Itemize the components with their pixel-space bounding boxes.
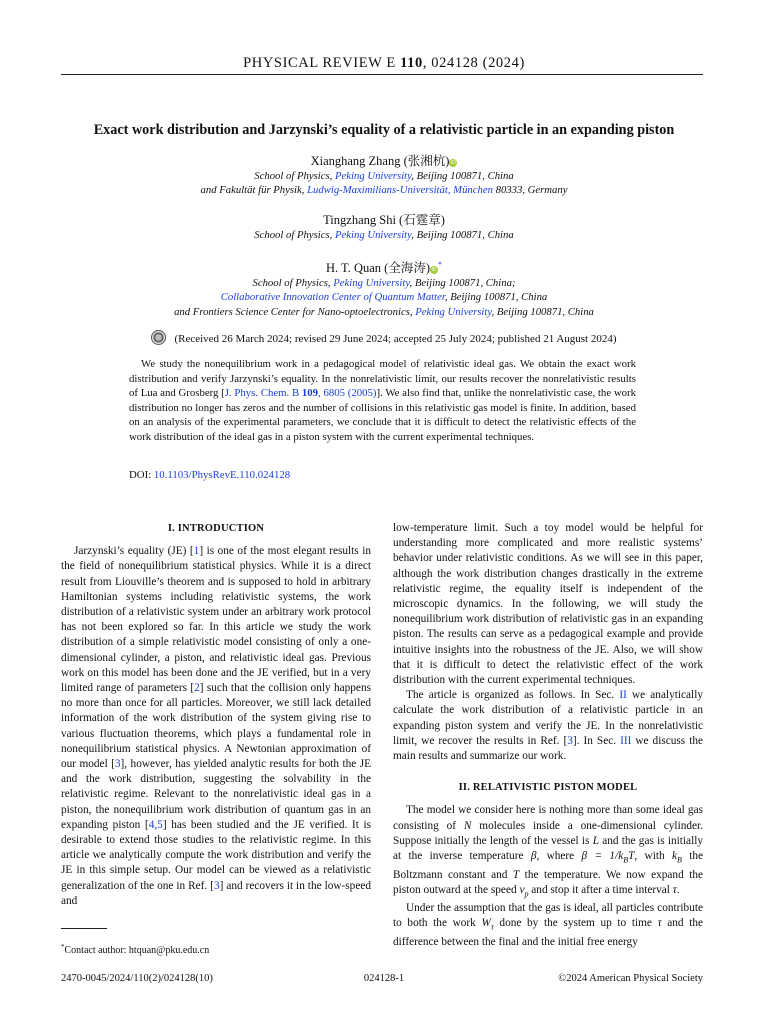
affiliation: Collaborative Innovation Center of Quantum Matter, Beijing 100871, China bbox=[220, 291, 548, 304]
doi-link[interactable]: 10.1103/PhysRevE.110.024128 bbox=[153, 469, 291, 481]
affiliation-link[interactable]: Peking University bbox=[335, 229, 412, 241]
journal-volume: 110 bbox=[400, 55, 423, 71]
journal-name: PHYSICAL REVIEW E bbox=[243, 55, 396, 71]
author-name: Xianghang Zhang (张湘杭) bbox=[310, 154, 450, 168]
paragraph: Under the assumption that the gas is ideal, all particles contribute to both the work $W_\tau$ done by the system up to time τ and the difference between the final and the initial free energy bbox=[393, 902, 704, 948]
affiliation: School of Physics, Peking University, Beijing 100871, China; bbox=[252, 277, 516, 289]
doi: DOI: 10.1103/PhysRevE.110.024128 bbox=[129, 469, 291, 481]
paragraph: The article is organized as follows. In Sec. II we analytically calculate the work distribution of a relativistic particle in an expanding piston system and verify the JE. In the nonrelativistic limit, we recover the results in Ref. [3]. In Sec. III we discuss the main results and summarize our work. bbox=[393, 689, 703, 763]
affiliation-link[interactable]: Peking University bbox=[335, 170, 412, 182]
paragraph: low-temperature limit. Such a toy model would be helpful for understanding more complicated and more realistic systems’ behavior under relativistic conditions. As we will see in this paper, although the work distribution changes drastically in the extreme relativistic regime, the equality itself is independent of the microscopic dynamics. In the following, we will study the nonequilibrium work distribution of relativistic gas in an expanding piston. The results can serve as a pedagogical example and provide intuitive insights into the robustness of the JE. Also, we will show that it is difficult to detect the relativistic effect of the work distribution with the current experimental techniques. bbox=[393, 522, 703, 687]
corresponding-author-mark[interactable]: * bbox=[438, 260, 443, 269]
received-dates: (Received 26 March 2024; revised 29 June 2024; accepted 25 July 2024; published 21 August 2024) bbox=[174, 333, 617, 345]
affiliation-link[interactable]: Peking University bbox=[415, 305, 492, 318]
ref-link[interactable]: 3 bbox=[567, 734, 573, 747]
ref-link[interactable]: 1 bbox=[193, 545, 200, 558]
footer-issn: 2470-0045/2024/110(2)/024128(10) bbox=[61, 973, 213, 984]
ref-link[interactable]: 3 bbox=[213, 879, 220, 892]
affiliation: School of Physics, Peking University, Beijing 100871, China bbox=[254, 229, 514, 241]
journal-citation: , 024128 (2024) bbox=[422, 55, 525, 71]
paper-title: Exact work distribution and Jarzynski’s equality of a relativistic particle in an expanding piston bbox=[93, 122, 675, 138]
section-link[interactable]: II bbox=[619, 689, 627, 702]
journal-header bbox=[0, 55, 768, 72]
author-name: H. T. Quan (全海涛) bbox=[325, 261, 431, 275]
publication-history bbox=[0, 330, 768, 345]
paragraph: Jarzynski’s equality (JE) [1] is one of the most elegant results in the field of nonequilibrium statistical physics. While it is a direct result from Liouville’s theorem and is supposed to hold in arbitrary Hamiltonian systems including relativistic systems, the work distribution of a relativistic system under an arbitrary work protocol has not been explored so far. In this article we study the work distribution of a simple relativistic model consisting of only a one-dimensional cylinder, a piston, and relativistic ideal gas. Previous work on this model has been done and the JE verified, but in a very limited range of parameters [2] such that the collision only happens no more than once for all particles. Moreover, we still lack detailed information of the work distribution of the system giving rise to various fluctuation theorems, which plays a fundamental role in nonequilibrium statistical physics. A Newtonian approximation of our model [3], however, has yielded analytic results for both the JE and the work distribution, suggesting the solvability in the relativistic regime. Relevant to the nonrelativistic ideal gas in a piston, the nonequilibrium work distribution of quantum gas in an expanding piston [4,5] has been studied and the JE verified. It is desirable to extend those studies to the relativistic regime. In this article we analytically compute the work distribution and verify the JE in this simple setup. Our model can be viewed as a relativistic generalization of the one in Ref. [3] and recovers it in the low-speed and bbox=[61, 545, 371, 907]
column-right bbox=[393, 521, 703, 950]
author-name: Tingzhang Shi (石霆章) bbox=[323, 213, 445, 227]
author-block-2 bbox=[0, 213, 768, 242]
footnote: *Contact author: htquan@pku.edu.cn bbox=[61, 943, 210, 956]
ref-link[interactable]: 3 bbox=[114, 758, 121, 771]
header-rule bbox=[61, 74, 703, 75]
footer-copyright: ©2024 American Physical Society bbox=[558, 973, 703, 984]
affiliation-link[interactable]: Ludwig-Maximilians-Universität, München bbox=[307, 184, 493, 197]
citation-link[interactable]: J. Phys. Chem. B 109, 6805 (2005) bbox=[224, 387, 377, 400]
check-for-updates-icon[interactable] bbox=[151, 330, 166, 345]
section-heading: II. RELATIVISTIC PISTON MODEL bbox=[458, 782, 638, 794]
footnote-rule bbox=[61, 928, 107, 929]
author-block-3 bbox=[0, 257, 768, 319]
orcid-icon[interactable]: iD bbox=[451, 160, 456, 166]
paragraph: The model we consider here is nothing more than some ideal gas consisting of N molecules inside a one-dimensional cylinder. Suppose initially the length of the vessel is L and the gas is initially at the inverse temperature β, where $\beta = 1/k_BT$, with $k_B$ the Boltzmann constant and T the temperature. We now expand the piston outward at the speed $v_p$ and stop it after a time interval τ. bbox=[393, 804, 703, 898]
affiliation: and Frontiers Science Center for Nano-optoelectronics, Peking University, Beijing 100871, China bbox=[174, 305, 594, 318]
author-block-1 bbox=[0, 154, 768, 198]
footer-page-number: 024128-1 bbox=[363, 973, 405, 984]
column-left bbox=[61, 521, 371, 909]
affiliation: and Fakultät für Physik, Ludwig-Maximilians-Universität, München 80333, Germany bbox=[200, 184, 568, 197]
affiliation-link[interactable]: Collaborative Innovation Center of Quantum Matter bbox=[220, 291, 445, 304]
section-heading: I. INTRODUCTION bbox=[167, 523, 265, 534]
affiliation: School of Physics, Peking University, Beijing 100871, China bbox=[254, 170, 514, 182]
abstract: We study the nonequilibrium work in a pedagogical model of relativistic ideal gas. We obtain the exact work distribution and verify Jarzynski’s equality. In the nonrelativistic limit, our results recover the nonrelativistic results of Lua and Grosberg [J. Phys. Chem. B 109, 6805 (2005)]. We also find that, unlike the nonrelativistic case, the work distribution no longer has zeros and the number of collisions in this relativistic gas model is finite. In addition, based on an analysis of the experimental parameters, we conclude that it is difficult to detect the relativistic effects of the work distribution of the ideal gas in a piston system with the current experimental techniques. bbox=[129, 358, 637, 443]
section-link[interactable]: III bbox=[620, 734, 632, 747]
orcid-icon[interactable]: iD bbox=[431, 267, 437, 273]
ref-link[interactable]: 4,5 bbox=[148, 818, 163, 831]
affiliation-link[interactable]: Peking University bbox=[333, 277, 410, 289]
contact-email: Contact author: htquan@pku.edu.cn bbox=[64, 945, 210, 956]
ref-link[interactable]: 2 bbox=[194, 682, 200, 695]
